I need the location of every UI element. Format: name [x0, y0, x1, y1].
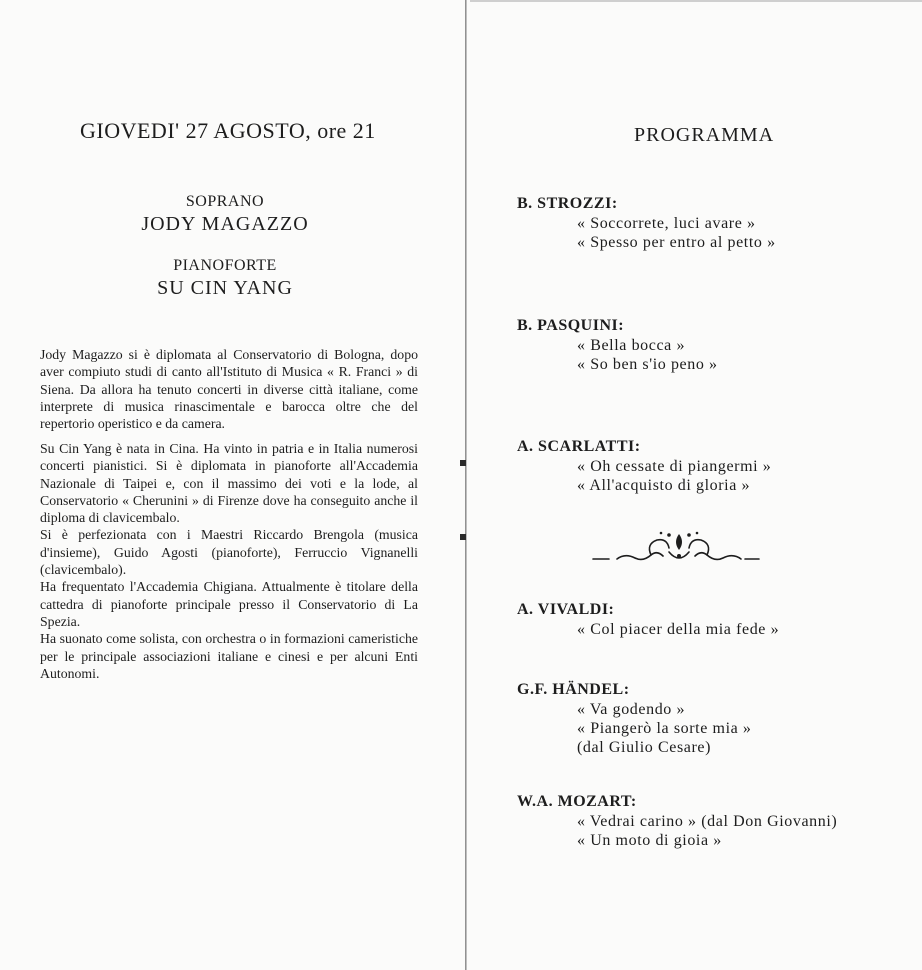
program-title: PROGRAMMA [634, 124, 775, 146]
program-entry [517, 437, 917, 495]
work-title: « Vedrai carino » (dal Don Giovanni) [577, 813, 838, 830]
work-title: « Piangerò la sorte mia » [577, 720, 752, 737]
work-title: « So ben s'io peno » [577, 356, 718, 373]
work-title: « Un moto di gioia » [577, 832, 722, 849]
biography-pianist [40, 440, 418, 682]
concert-date: GIOVEDI' 27 AGOSTO, ore 21 [80, 118, 376, 143]
composer-name: W.A. MOZART: [517, 793, 637, 810]
bio-paragraph: Ha suonato come solista, con orchestra o in formazioni cameristiche per le principale associazioni italiane e cinesi e per alcuni Enti Autonomi. [40, 631, 418, 681]
work-title: « Col piacer della mia fede » [577, 621, 780, 638]
composer-name: A. VIVALDI: [517, 601, 615, 618]
work-title: « Bella bocca » [577, 337, 686, 354]
composer-name: B. STROZZI: [517, 195, 618, 212]
work-title: « Oh cessate di piangermi » [577, 458, 772, 475]
performers [40, 192, 410, 320]
program-entry [517, 600, 917, 639]
performer-name: JODY MAGAZZO [141, 213, 309, 235]
program-entry [517, 194, 917, 252]
program-entry [517, 316, 917, 374]
program-entry [517, 792, 917, 850]
performer-role: PIANOFORTE [173, 257, 277, 274]
composer-name: G.F. HÄNDEL: [517, 681, 630, 698]
bio-paragraph: Jody Magazzo si è diplomata al Conservatorio di Bologna, dopo aver compiuto studi di canto all'Istituto di Musica « R. Franci » di Siena. Da allora ha tenuto concerti in diverse città italiane, come interprete di musica rinascimentale e barocca oltre che del repertorio operistico e da camera. [40, 347, 418, 432]
bio-paragraph: Si è perfezionata con i Maestri Riccardo Brengola (musica d'insieme), Guido Agosti (pianoforte), Ferruccio Vignanelli (clavicembalo). [40, 527, 418, 578]
performer-role: SOPRANO [185, 193, 265, 210]
work-title: « Spesso per entro al petto » [577, 234, 776, 251]
work-title: « All'acquisto di gloria » [577, 477, 751, 494]
composer-name: B. PASQUINI: [517, 317, 625, 334]
performer-name: SU CIN YANG [157, 277, 293, 299]
floral-ornament-icon [591, 526, 761, 572]
biography-soprano [40, 346, 418, 432]
bio-paragraph: Ha frequentato l'Accademia Chigiana. Attualmente è titolare della cattedra di pianoforte principale presso il Conservatorio di La Spezia. [40, 579, 418, 629]
composer-name: A. SCARLATTI: [517, 438, 641, 455]
work-title: « Va godendo » [577, 701, 686, 718]
bio-paragraph: Su Cin Yang è nata in Cina. Ha vinto in patria e in Italia numerosi concerti pianistici. Si è diplomata in pianoforte all'Accademia Nazionale di Taipei e, con il massimo dei voti e la lode, al Conservatorio « Cherunini » di Firenze dove ha conseguito anche il diploma di clavicembalo. [40, 441, 418, 526]
work-title: (dal Giulio Cesare) [577, 739, 712, 756]
right-page [467, 0, 922, 970]
work-title: « Soccorrete, luci avare » [577, 215, 756, 232]
program-entry [517, 680, 917, 757]
